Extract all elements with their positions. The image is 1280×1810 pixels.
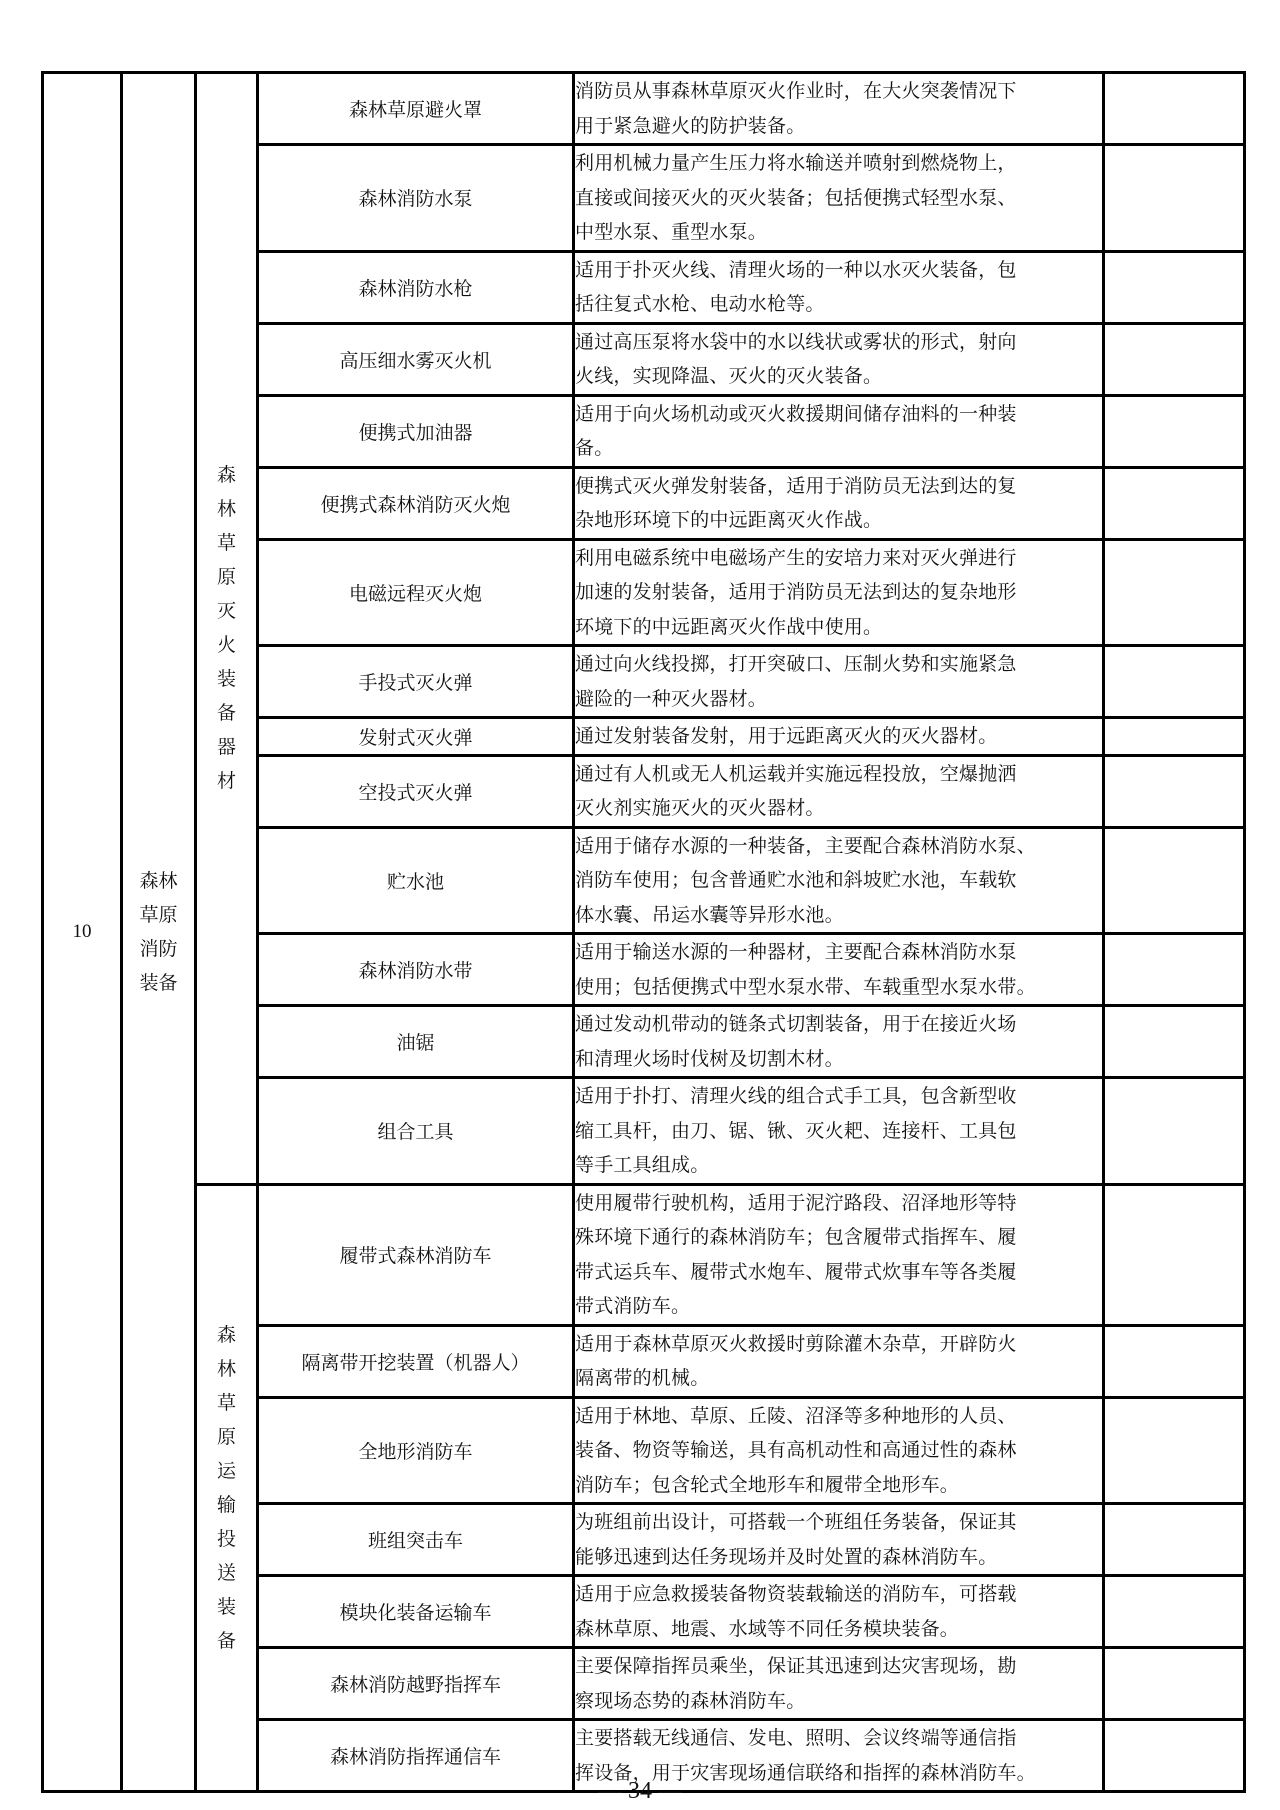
description-line: 装备、物资等输送，具有高机动性和高通过性的森林 xyxy=(575,1439,1017,1461)
equipment-description xyxy=(574,827,1104,934)
remarks-cell xyxy=(1104,395,1245,467)
equipment-name: 便携式加油器 xyxy=(258,395,574,467)
remarks-cell xyxy=(1104,1648,1245,1720)
category-line: 草原 xyxy=(139,904,178,926)
equipment-description xyxy=(574,73,1104,145)
equipment-description xyxy=(574,1006,1104,1078)
description-line: 灭火剂实施灭火的灭火器材。 xyxy=(575,797,825,819)
description-line: 适用于应急救援装备物资装载输送的消防车，可搭载 xyxy=(575,1583,1017,1605)
item-number: 10 xyxy=(43,73,122,1792)
remarks-cell xyxy=(1104,145,1245,252)
remarks-cell xyxy=(1104,1006,1245,1078)
subcategory-cell xyxy=(196,1184,258,1792)
remarks-cell xyxy=(1104,755,1245,827)
equipment-name: 森林消防水泵 xyxy=(258,145,574,252)
description-line: 森林草原、地震、水域等不同任务模块装备。 xyxy=(575,1617,960,1640)
equipment-description xyxy=(574,1648,1104,1720)
equipment-table xyxy=(41,71,1246,1793)
description-line: 隔离带的机械。 xyxy=(575,1367,710,1389)
description-line: 备。 xyxy=(575,437,614,459)
equipment-name: 森林消防水枪 xyxy=(258,251,574,323)
equipment-description xyxy=(574,1325,1104,1397)
remarks-cell xyxy=(1104,1397,1245,1504)
subcategory-cell xyxy=(196,73,258,1185)
equipment-name: 森林消防越野指挥车 xyxy=(258,1648,574,1720)
description-line: 消防车使用；包含普通贮水池和斜坡贮水池，车载软 xyxy=(575,869,1017,891)
equipment-name: 油锯 xyxy=(258,1006,574,1078)
description-line: 杂地形环境下的中远距离灭火作战。 xyxy=(575,509,883,531)
equipment-description xyxy=(574,145,1104,252)
remarks-cell xyxy=(1104,1184,1245,1325)
description-line: 环境下的中远距离灭火作战中使用。 xyxy=(575,615,883,638)
remarks-cell xyxy=(1104,467,1245,539)
equipment-name: 便携式森林消防灭火炮 xyxy=(258,467,574,539)
description-line: 利用机械力量产生压力将水输送并喷射到燃烧物上， xyxy=(575,152,1017,174)
description-line: 适用于林地、草原、丘陵、沼泽等多种地形的人员、 xyxy=(575,1404,1017,1427)
remarks-cell xyxy=(1104,323,1245,395)
equipment-name: 手投式灭火弹 xyxy=(258,646,574,718)
description-line: 火线，实现降温、灭火的灭火装备。 xyxy=(575,365,883,387)
description-line: 便携式灭火弹发射装备，适用于消防员无法到达的复 xyxy=(575,474,1017,497)
subcategory-label: 森林草原灭火装备器材 xyxy=(216,464,236,793)
description-line: 中型水泵、重型水泵。 xyxy=(575,221,768,243)
page-number: — 34 — xyxy=(598,1778,682,1804)
remarks-cell xyxy=(1104,1078,1245,1185)
equipment-description xyxy=(574,1078,1104,1185)
equipment-description xyxy=(574,323,1104,395)
equipment-name: 模块化装备运输车 xyxy=(258,1576,574,1648)
equipment-name: 履带式森林消防车 xyxy=(258,1184,574,1325)
equipment-name: 高压细水雾灭火机 xyxy=(258,323,574,395)
equipment-description xyxy=(574,251,1104,323)
description-line: 适用于输送水源的一种器材，主要配合森林消防水泵 xyxy=(575,941,1017,963)
table-row xyxy=(43,1184,1245,1325)
description-line: 通过向火线投掷，打开突破口、压制火势和实施紧急 xyxy=(575,653,1017,675)
equipment-name: 贮水池 xyxy=(258,827,574,934)
equipment-description xyxy=(574,395,1104,467)
description-line: 为班组前出设计，可搭载一个班组任务装备，保证其 xyxy=(575,1511,1017,1533)
remarks-cell xyxy=(1104,539,1245,646)
description-line: 括往复式水枪、电动水枪等。 xyxy=(575,293,825,315)
remarks-cell xyxy=(1104,827,1245,934)
subcategory-label: 森林草原运输投送装备 xyxy=(216,1323,236,1652)
description-line: 带式消防车。 xyxy=(575,1295,691,1317)
equipment-name: 全地形消防车 xyxy=(258,1397,574,1504)
table-row xyxy=(43,73,1245,145)
description-line: 适用于向火场机动或灭火救援期间储存油料的一种装 xyxy=(575,402,1017,425)
equipment-description xyxy=(574,934,1104,1006)
description-line: 通过发射装备发射，用于远距离灭火的灭火器材。 xyxy=(575,725,998,747)
equipment-description xyxy=(574,755,1104,827)
description-line: 通过高压泵将水袋中的水以线状或雾状的形式，射向 xyxy=(575,330,1017,353)
description-line: 通过有人机或无人机运载并实施远程投放，空爆抛洒 xyxy=(575,762,1017,785)
description-line: 使用履带行驶机构，适用于泥泞路段、沼泽地形等特 xyxy=(575,1191,1017,1214)
remarks-cell xyxy=(1104,646,1245,718)
remarks-cell xyxy=(1104,718,1245,756)
equipment-name: 发射式灭火弹 xyxy=(258,718,574,756)
equipment-name: 森林草原避火罩 xyxy=(258,73,574,145)
category-line: 消防 xyxy=(139,938,178,960)
equipment-description xyxy=(574,1504,1104,1576)
equipment-description xyxy=(574,718,1104,756)
equipment-name: 电磁远程灭火炮 xyxy=(258,539,574,646)
equipment-description xyxy=(574,539,1104,646)
category-line: 装备 xyxy=(139,972,178,994)
category-cell xyxy=(122,73,196,1792)
remarks-cell xyxy=(1104,1576,1245,1648)
description-line: 消防员从事森林草原灭火作业时，在大火突袭情况下 xyxy=(575,80,1017,102)
description-line: 避险的一种灭火器材。 xyxy=(575,687,768,710)
equipment-description xyxy=(574,646,1104,718)
category-line: 森林 xyxy=(139,870,178,892)
description-line: 加速的发射装备，适用于消防员无法到达的复杂地形 xyxy=(575,581,1017,603)
description-line: 能够迅速到达任务现场并及时处置的森林消防车。 xyxy=(575,1545,998,1568)
equipment-name: 隔离带开挖装置（机器人） xyxy=(258,1325,574,1397)
equipment-description xyxy=(574,467,1104,539)
description-line: 主要搭载无线通信、发电、照明、会议终端等通信指 xyxy=(575,1727,1017,1749)
description-line: 通过发动机带动的链条式切割装备，用于在接近火场 xyxy=(575,1013,1017,1035)
description-line: 察现场态势的森林消防车。 xyxy=(575,1689,806,1712)
description-line: 适用于储存水源的一种装备，主要配合森林消防水泵、 xyxy=(575,834,1036,857)
equipment-description xyxy=(574,1397,1104,1504)
remarks-cell xyxy=(1104,934,1245,1006)
description-line: 使用；包括便携式中型水泵水带、车载重型水泵水带。 xyxy=(575,975,1036,998)
equipment-name: 森林消防指挥通信车 xyxy=(258,1720,574,1792)
equipment-name: 组合工具 xyxy=(258,1078,574,1185)
remarks-cell xyxy=(1104,1504,1245,1576)
equipment-name: 森林消防水带 xyxy=(258,934,574,1006)
description-line: 适用于扑打、清理火线的组合式手工具，包含新型收 xyxy=(575,1085,1017,1107)
description-line: 带式运兵车、履带式水炮车、履带式炊事车等各类履 xyxy=(575,1260,1017,1283)
description-line: 利用电磁系统中电磁场产生的安培力来对灭火弹进行 xyxy=(575,546,1017,569)
description-line: 和清理火场时伐树及切割木材。 xyxy=(575,1047,844,1070)
description-line: 挥设备，用于灾害现场通信联络和指挥的森林消防车。 xyxy=(575,1761,1036,1784)
equipment-description xyxy=(574,1184,1104,1325)
description-line: 体水囊、吊运水囊等异形水池。 xyxy=(575,903,844,926)
description-line: 适用于扑灭火线、清理火场的一种以水灭火装备，包 xyxy=(575,258,1017,281)
description-line: 殊环境下通行的森林消防车；包含履带式指挥车、履 xyxy=(575,1226,1017,1248)
description-line: 消防车；包含轮式全地形车和履带全地形车。 xyxy=(575,1473,960,1496)
description-line: 主要保障指挥员乘坐，保证其迅速到达灾害现场，勘 xyxy=(575,1655,1017,1677)
description-line: 用于紧急避火的防护装备。 xyxy=(575,114,806,137)
description-line: 适用于森林草原灭火救援时剪除灌木杂草，开辟防火 xyxy=(575,1332,1017,1355)
equipment-name: 班组突击车 xyxy=(258,1504,574,1576)
remarks-cell xyxy=(1104,1325,1245,1397)
description-line: 直接或间接灭火的灭火装备；包括便携式轻型水泵、 xyxy=(575,186,1017,209)
remarks-cell xyxy=(1104,251,1245,323)
remarks-cell xyxy=(1104,73,1245,145)
description-line: 等手工具组成。 xyxy=(575,1154,710,1176)
description-line: 缩工具杆，由刀、锯、锹、灭火耙、连接杆、工具包 xyxy=(575,1119,1017,1142)
equipment-name: 空投式灭火弹 xyxy=(258,755,574,827)
equipment-description xyxy=(574,1576,1104,1648)
